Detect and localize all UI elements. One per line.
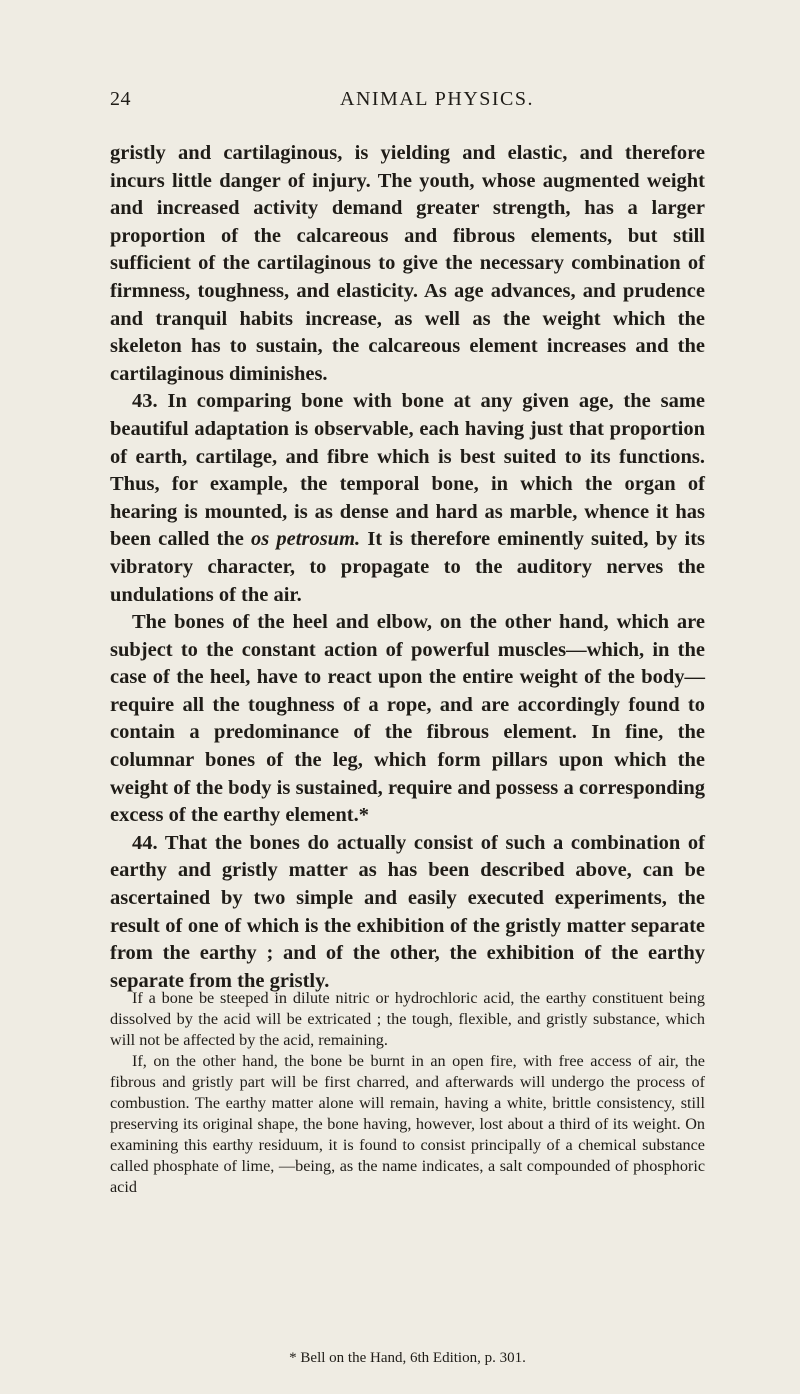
paragraph-43 [110, 388, 705, 609]
footnote: * Bell on the Hand, 6th Edition, p. 301. [289, 1350, 526, 1366]
paragraph-text: It is therefore eminently suited, by its vibratory character, to propagate to the auditory nerves the undulations of the air. [110, 528, 705, 606]
page-number: 24 [110, 88, 131, 110]
experiment-notes [110, 988, 705, 1198]
main-text [110, 140, 705, 995]
paragraph-text: 43. In comparing bone with bone at any given age, the same beautiful adaptation is observable, each having just that proportion of earth, cartilage, and fibre which is best suited to its functions. Thus, for example, the temporal bone, in which the organ of hearing is mounted, is as dense and hard as marble, whence it has been called the [110, 390, 705, 551]
note-paragraph: If a bone be steeped in dilute nitric or hydrochloric acid, the earthy constituent being dissolved by the acid will be extricated ; the tough, flexible, and gristly substance, which will not be affected by the acid, remaining. [110, 989, 705, 1049]
page-header [110, 76, 710, 116]
running-head: ANIMAL PHYSICS. [340, 88, 535, 110]
paragraph-44: 44. That the bones do actually consist of such a combination of earthy and gristly matter as has been described above, can be ascertained by two simple and easily executed experiments, the result of one of which is the exhibition of the gristly matter separate from the earthy ; and of the other, the exhibition of the earthy separate from the gristly. [110, 831, 705, 992]
paragraph: gristly and cartilaginous, is yielding and elastic, and therefore incurs little danger of injury. The youth, whose augmented weight and increased activity demand greater strength, has a larger proportion of the calcareous and fibrous elements, but still sufficient of the cartilaginous to give the necessary combination of firmness, toughness, and elasticity. As age advances, and prudence and tranquil habits increase, as well as the weight which the skeleton has to sustain, the calcareous element increases and the cartilaginous diminishes. [110, 142, 705, 385]
note-paragraph: If, on the other hand, the bone be burnt in an open fire, with free access of air, the fibrous and gristly part will be first charred, and afterwards will undergo the process of combustion. The earthy matter alone will remain, having a white, brittle consistency, still preserving its original shape, the bone having, however, lost about a third of its weight. On examining this earthy residuum, it is found to consist principally of a chemical substance called phosphate of lime, —being, as the name indicates, a salt compounded of phosphoric acid [110, 1052, 705, 1196]
latin-term: os petrosum. [251, 528, 361, 551]
paragraph: The bones of the heel and elbow, on the other hand, which are subject to the constant action of powerful muscles—which, in the case of the heel, have to react upon the entire weight of the body—require all the toughness of a rope, and are accordingly found to contain a predominance of the fibrous element. In fine, the columnar bones of the leg, which form pillars upon which the weight of the body is sustained, require and possess a corresponding excess of the earthy element.* [110, 611, 705, 827]
